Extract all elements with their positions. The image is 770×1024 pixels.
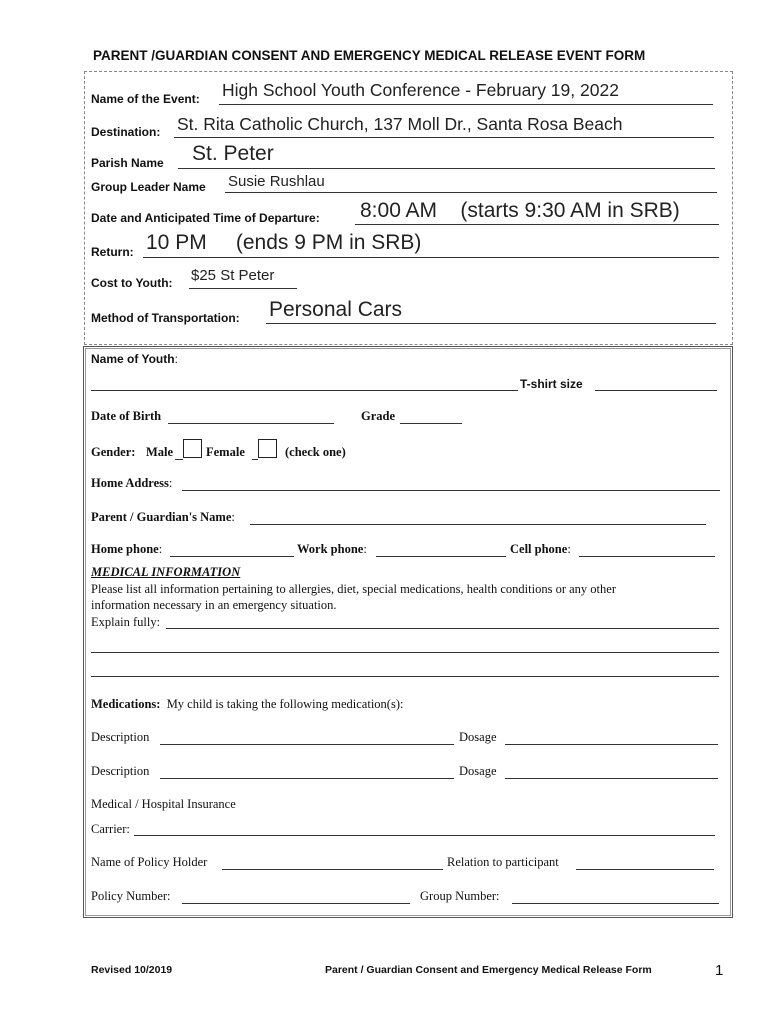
cost-line (189, 288, 297, 289)
home-address-label: Home Address: (91, 476, 173, 490)
carrier-label: Carrier: (91, 822, 130, 836)
male-checkbox[interactable] (183, 439, 202, 458)
female-underline (252, 459, 258, 460)
home-phone-label-text: Home phone (91, 542, 159, 556)
transportation-line (266, 323, 716, 324)
parish-label: Parish Name (91, 156, 164, 170)
footer-form-name: Parent / Guardian Consent and Emergency Medical Release Form (325, 964, 652, 976)
cell-phone-field[interactable] (579, 556, 715, 557)
youth-name-label-text: Name of Youth (91, 352, 175, 366)
description-field-1[interactable] (160, 744, 454, 745)
carrier-field[interactable] (134, 835, 715, 836)
destination-label: Destination: (91, 125, 161, 139)
dosage-field-1[interactable] (505, 744, 718, 745)
group-leader-line (225, 192, 717, 193)
medical-info-heading: MEDICAL INFORMATION (91, 565, 241, 579)
home-phone-label: Home phone: (91, 542, 163, 556)
description-label-2: Description (91, 764, 150, 778)
description-label-1: Description (91, 730, 150, 744)
gender-label (91, 445, 135, 460)
work-phone-field[interactable] (376, 556, 506, 557)
page-number: 1 (715, 962, 724, 979)
dosage-label-2: Dosage (459, 764, 497, 778)
grade-field[interactable] (400, 423, 462, 424)
relation-field[interactable] (576, 869, 714, 870)
relation-label: Relation to participant (447, 855, 559, 869)
youth-name-field[interactable] (91, 390, 518, 391)
male-label: Male (146, 445, 174, 459)
parent-name-field[interactable] (250, 524, 706, 525)
female-checkbox[interactable] (258, 439, 277, 458)
male-underline (175, 459, 183, 460)
cost-label: Cost to Youth: (91, 276, 173, 290)
female-label: Female (206, 445, 245, 459)
check-one-note: (check one) (285, 445, 346, 459)
transportation-label: Method of Transportation: (91, 311, 240, 325)
event-name-line (219, 104, 713, 105)
revised-date: Revised 10/2019 (91, 964, 173, 976)
cell-phone-label: Cell phone: (510, 542, 571, 556)
grade-label: Grade (361, 409, 396, 423)
medications-text: My child is taking the following medication(s): (166, 697, 404, 711)
gender-label-text: Gender: (91, 445, 136, 459)
event-name-label: Name of the Event: (91, 92, 200, 106)
youth-name-colon: : (174, 352, 178, 366)
departure-label: Date and Anticipated Time of Departure: (91, 211, 320, 225)
tshirt-label: T-shirt size (520, 377, 583, 391)
medical-instructions-line2: information necessary in an emergency situation. (91, 598, 337, 612)
departure-line (355, 224, 719, 225)
group-leader-label: Group Leader Name (91, 180, 206, 194)
dob-label: Date of Birth (91, 409, 162, 423)
policy-holder-field[interactable] (222, 869, 443, 870)
dosage-label-1: Dosage (459, 730, 497, 744)
home-address-field[interactable] (182, 490, 720, 491)
parent-name-label-text: Parent / Guardian's Name (91, 510, 232, 524)
medications-line (91, 697, 403, 712)
return-line (143, 257, 719, 258)
group-leader-field[interactable]: Susie Rushlau (228, 173, 325, 190)
event-name-field[interactable]: High School Youth Conference - February 19, 2022 (222, 80, 619, 100)
explain-fully-label: Explain fully: (91, 615, 161, 629)
departure-field[interactable]: 8:00 AM (starts 9:30 AM in SRB) (360, 199, 680, 222)
medical-instructions-line1: Please list all information pertaining to allergies, diet, special medications, health conditions or any other (91, 582, 616, 596)
cell-phone-label-text: Cell phone (510, 542, 568, 556)
group-number-field[interactable] (512, 903, 719, 904)
return-label: Return: (91, 245, 134, 259)
insurance-label: Medical / Hospital Insurance (91, 797, 236, 811)
description-field-2[interactable] (160, 778, 454, 779)
destination-line (174, 137, 714, 138)
policy-number-label: Policy Number: (91, 889, 171, 903)
home-address-label-text: Home Address (91, 476, 169, 490)
explain-line-1[interactable] (166, 628, 719, 629)
parish-field[interactable]: St. Peter (192, 142, 274, 165)
explain-line-3[interactable] (91, 676, 719, 677)
group-number-label: Group Number: (420, 889, 500, 903)
transportation-field[interactable]: Personal Cars (269, 298, 403, 321)
destination-field[interactable]: St. Rita Catholic Church, 137 Moll Dr., Santa Rosa Beach (177, 114, 623, 134)
work-phone-label-text: Work phone (297, 542, 364, 556)
youth-info-box (83, 346, 733, 918)
tshirt-field[interactable] (595, 390, 717, 391)
work-phone-label: Work phone: (297, 542, 367, 556)
medications-label: Medications: (91, 697, 161, 711)
dosage-field-2[interactable] (505, 778, 718, 779)
parish-line (178, 168, 715, 169)
home-phone-field[interactable] (170, 556, 294, 557)
parent-name-label: Parent / Guardian's Name: (91, 510, 235, 524)
explain-line-2[interactable] (91, 652, 719, 653)
form-title: PARENT /GUARDIAN CONSENT AND EMERGENCY MEDICAL RELEASE EVENT FORM (93, 48, 646, 63)
return-field[interactable]: 10 PM (ends 9 PM in SRB) (146, 231, 422, 254)
dob-field[interactable] (168, 423, 334, 424)
policy-number-field[interactable] (182, 903, 410, 904)
cost-field[interactable]: $25 St Peter (191, 267, 275, 284)
policy-holder-label: Name of Policy Holder (91, 855, 208, 869)
youth-name-label (91, 352, 178, 366)
